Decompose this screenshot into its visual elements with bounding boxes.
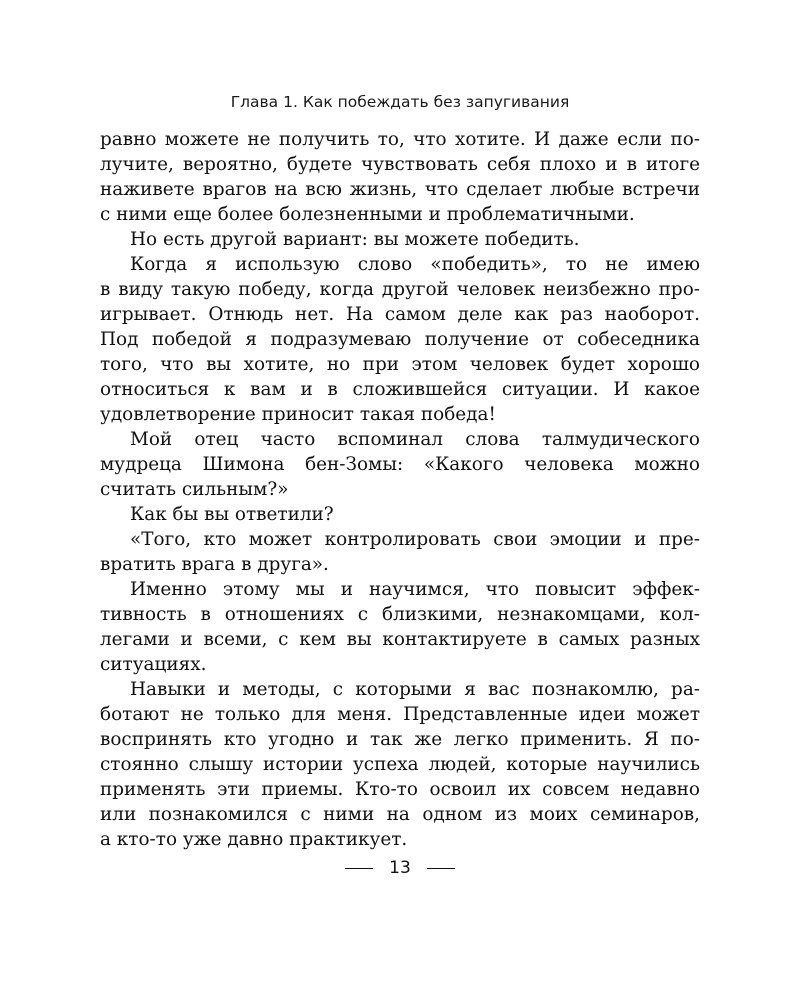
text-line: а кто-то уже давно практикует.: [100, 829, 408, 850]
text-line: воспринять кто угодно и так же легко применить. Я по-: [100, 729, 700, 750]
text-line: Мой отец часто вспоминал слова талмудического: [130, 429, 700, 450]
text-line: игрывает. Отнюдь нет. На самом деле как раз наоборот.: [100, 304, 700, 325]
folio-rule-right: [427, 868, 455, 869]
text-line: равно можете не получить то, что хотите. И даже если по-: [100, 129, 700, 150]
text-line: с ними еще более болезненными и проблематичными.: [100, 204, 635, 225]
text-line: Под победой я подразумеваю получение от собеседника: [100, 329, 700, 350]
text-line: того, что вы хотите, но при этом человек будет хорошо: [100, 354, 700, 375]
text-line: мудреца Шимона бен-Зомы: «Какого человека можно: [100, 454, 700, 475]
text-line: тивность в отношениях с близкими, незнакомцами, кол-: [100, 604, 700, 625]
text-line: лучите, вероятно, будете чувствовать себя плохо и в итоге: [100, 154, 700, 175]
page-number-footer: [0, 858, 800, 878]
text-line: в виду такую победу, когда другой человек неизбежно про-: [100, 279, 700, 300]
folio-rule-left: [345, 868, 373, 869]
text-line: легами и всеми, с кем вы контактируете в самых разных: [100, 629, 700, 650]
text-line: вратить врага в друга».: [100, 554, 329, 575]
text-line: стоянно слышу истории успеха людей, которые научились: [100, 754, 700, 775]
text-line: относиться к вам и в сложившейся ситуации. И какое: [100, 379, 700, 400]
text-line: Именно этому мы и научимся, что повысит эффек-: [130, 579, 700, 600]
body-text: [100, 127, 700, 852]
text-line: Навыки и методы, с которыми я вас познакомлю, ра-: [130, 679, 700, 700]
page-number: 13: [389, 858, 411, 878]
text-line: Когда я использую слово «победить», то не имею: [130, 254, 700, 275]
text-line: удовлетворение приносит такая победа!: [100, 404, 496, 425]
text-line: Как бы вы ответили?: [130, 504, 334, 525]
text-line: ботают не только для меня. Представленные идеи может: [100, 704, 700, 725]
text-line: или познакомился с ними на одном из моих семинаров,: [100, 804, 700, 825]
text-line: Но есть другой вариант: вы можете победить.: [130, 229, 580, 250]
text-line: «Того, кто может контролировать свои эмоции и пре-: [130, 529, 700, 550]
running-head: Глава 1. Как побеждать без запугивания: [230, 93, 570, 111]
text-line: наживете врагов на всю жизнь, что сделает любые встречи: [100, 179, 700, 200]
text-line: применять эти приемы. Кто-то освоил их совсем недавно: [100, 779, 700, 800]
text-line: считать сильным?»: [100, 479, 289, 500]
text-line: ситуациях.: [100, 654, 207, 675]
